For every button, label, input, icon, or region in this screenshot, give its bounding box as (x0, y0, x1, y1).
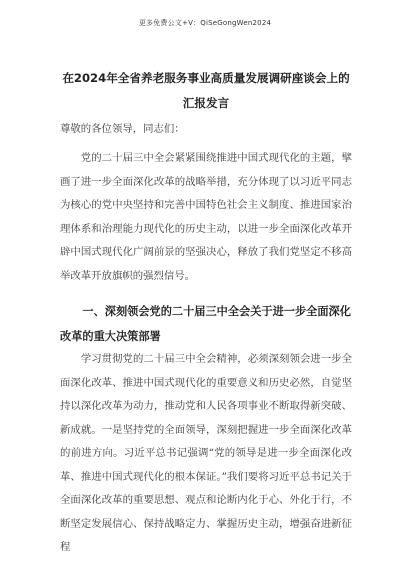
section-heading-1: 一、深刻领会党的二十届三中全会关于进一步全面深化改革的重大决策部署 (60, 305, 351, 343)
document-title: 在2024年全省养老服务事业高质量发展调研座谈会上的汇报发言 (62, 71, 350, 110)
paragraph-2: 学习贯彻党的二十届三中全会精神，必须深刻领会进一步全面深化改革、推进中国式现代化的重要意义和历史必然，自觉坚持以深化改革为动力，推动党和人民各项事业不断取得新突破、新成就。一是坚持党的全面领导，深刻把握进一步全面深化改革的前进方向。习近平总书记强调“党的领导是进一步全面深化改革、推进中国式现代化的根本保证。”我们要将习近平总书记关于全面深化改革的重要思想、观点和论断内化于心、外化于行，不断坚定发展信心、保持战略定力、掌握历史主动，增强奋进新征程 (60, 353, 352, 553)
paragraph-1: 党的二十届三中全会紧紧围绕推进中国式现代化的主题，擘画了进一步全面深化改革的战略举措，充分体现了以习近平同志为核心的党中央坚持和完善中国特色社会主义制度、推进国家治理体系和治理能力现代化的历史主动，以进一步全面深化改革开辟中国式现代化广阔前景的坚强决心，释放了我们党坚定不移高举改革开放旗帜的强烈信号。 (60, 152, 352, 282)
salutation: 尊敬的各位领导，同志们： (60, 123, 185, 135)
header-note: 更多免费公文+V：QiSeGongWen2024 (138, 19, 272, 27)
